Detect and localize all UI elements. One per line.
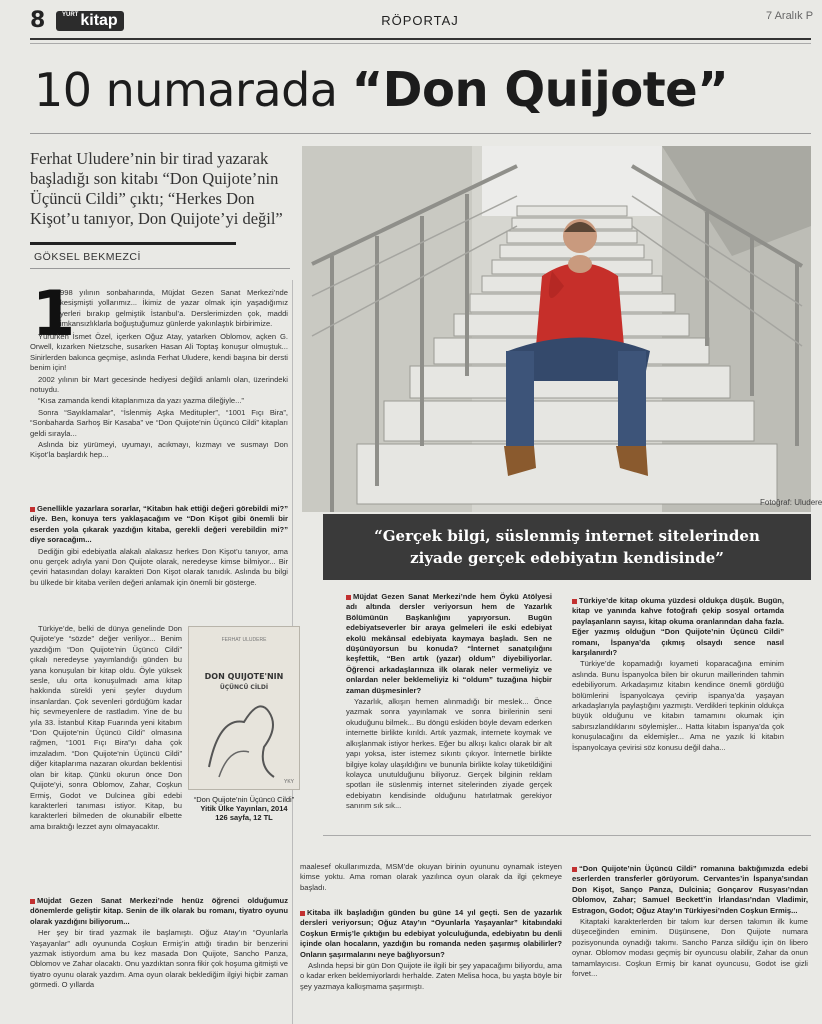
paragraph: 998 yılının sonbaharında, Müjdat Gezen Sanat Merkezi’nde kesişmişti yollarımız... İkimiz de yazar olmak için yaşadığımız yerleri bırakıp gelmiştik İstanbul’a. Derslerimizden çok, maddi imkansızlıklarla boğuştuğumuz günlerde yakınlaştık birbirimize. <box>60 288 288 329</box>
col2-question2 <box>300 908 562 1024</box>
section-title: RÖPORTAJ <box>381 13 459 28</box>
paragraph: Yürürken İsmet Özel, içerken Oğuz Atay, yatarken Oblomov, açken G. Orwell, kızarken Nietzsche, susarken Hasan Ali Toptaş konuşur olmuştuk... Sinirlerden bakınca geçmişe, aslında Ferhat Uludere, kendi başına bir dersti benim için! <box>30 332 288 373</box>
headline-title: “Don Quijote” <box>351 62 729 118</box>
col2-question1 <box>346 592 552 832</box>
header-rule-thin <box>30 43 811 44</box>
book-cover <box>188 626 300 790</box>
logo-text: kitap <box>80 12 118 29</box>
paragraph: Türkiye’de kopamadığı kıyameti koparacağına eminim aslında. Bunu İspanyolca bilen bir okurun maillerinden tahmin edebiliyorum. Arkadaşımız kitabın kendince önemli gördüğü bölümlerini İspanyolcaya çevirip ispanya’da yaşayan arkadaşlarıyla paylaştığını yazmıştı. Verdikleri tepkinin oldukça büyük olduğunu ve kitabın tamamını okumak için sabırsızlandıklarını söylemişler... Hatta kitabın İspanya’da çok konuşulacağını da eklemişler... Ama ne yazık ki kitabın İspanyolcaya çevirisi söz konusu değil daha... <box>572 659 784 752</box>
headline <box>34 62 728 118</box>
question-marker <box>30 899 35 904</box>
book-cover-author: FERHAT ULUDERE <box>221 637 267 643</box>
col1-intro <box>30 332 288 492</box>
paragraph: Aslında hepsi bir gün Don Quijote ile ilgili bir şey yapacağımı biliyordu, ama o kadar erken beklemiyorlardı herhalde. Zaten Melisa hoca, bu yaşta böyle bir şey yazmaya kalkışmama şaşırmıştı. <box>300 961 562 991</box>
author-byline: GÖKSEL BEKMEZCİ <box>34 251 141 263</box>
kitap-logo <box>56 11 124 31</box>
paragraph: Dediğin gibi edebiyatla alakalı alakasız herkes Don Kişot’u tanıyor, ama onu gerçek adıyla yani Don Quijote olarak, neredeyse kimse bilmiyor... Bir çeviri hatasından dolayı karakteri Don Kişot olarak tanıdık. Aslında bu bilgi bu ülkede bir kitaba verilen değeri anlamak için önemli bir gösterge. <box>30 546 288 587</box>
header-rule <box>30 38 811 40</box>
col2-answer-continued <box>300 862 562 898</box>
question-marker <box>30 507 35 512</box>
book-caption-title: “Don Quijote’nin Üçüncü Cildi” <box>193 795 295 804</box>
paragraph: Yazarlık, alkışın hemen alınmadığı bir meslek... Önce yazmak sonra yayınlamak ve sonra birilerinin seni okuduğunu bilmek... Bu döngü eskiden böyle devam ederken internette birlikte kırıldı. Artık yazmak, internete koymak ve alkışlanmak istiyor herkes. Eğer bu alkışı kalıcı olarak bir alt yapı yoksa, ister istemez sıkıntı çıkıyor. İnternetle birlikte bilgiye kolay ulaşıldığını ve bununla birlikte kolay tüketildiğini kolayca unutulduğunu biliyoruz. Gerçek bilginin reklam spotları ile süslenmiş internet sitelerinden ziyade gerçek edebiyatın kendisinde olduğunu hatırlatmak gerekiyor sanırım sık sık... <box>346 697 552 811</box>
headline-prefix: 10 numarada <box>34 63 352 117</box>
pull-quote-line1: “Gerçek bilgi, süslenmiş internet sitelerinden <box>374 527 760 545</box>
issue-date: 7 Aralık P <box>766 10 814 22</box>
drop-cap: 1 <box>32 277 76 350</box>
question: Genellikle yazarlara sorarlar, “Kitabın hak ettiği değeri görebildi mi?” diye. Ben, konuya ters yaklaşacağım ve “Don Kişot gibi önemli bir eserden yola çıkarak yazdığın kitaba, gerekli değeri verebildin mi?” diye soracağım... <box>30 504 288 545</box>
subheadline: Ferhat Uludere’nin bir tirad yazarak başladığı son kitabı “Don Quijote’nin Üçüncü Cildi” çıktı; “Herkes Don Kişot’u tanıyor, Don Quijote’yi değil” <box>30 149 283 228</box>
paragraph: Kitaptaki karakterlerden bir takım kur dersen takımın ilk kume düşeceğinden eminim. Düşünsene, Don Quijote numara pozisyonunda oynadığı takımı. Sancho Panza sildiğu için ön libero oynar. Oblomov modası geçmiş bir oyuncusu olabilir, Zahar da onun tamamlayıcısı. Coşkun Ermiş bir kanat oyuncusu, Godot ise gizli forvet... <box>572 917 808 979</box>
pull-quote-line2: ziyade gerçek edebiyatın kendisinde” <box>410 549 724 567</box>
paragraph: 2002 yılının bir Mart gecesinde hediyesi değildi anlamlı olan, üzerindeki notuydu. <box>30 374 288 395</box>
paragraph: Her şey bir tirad yazmak ile başlamıştı. Oğuz Atay’ın “Oyunlarla Yaşayanlar” adlı oyununda Coşkun Ermiş’in attığı tiradın bir benzerini yazmak istiyordum ama bu kez masada Don Quijote, Sancho Panza, Oblomov ve Zahar olacaktı. Onu yazdıktan sonra fikir çok hoşuma gitmişti ve tiyatro oyunu olarak yazdım. Ama oyun olarak beklediğim ilgiyi hiçbir zaman görmedi. O yıllarda <box>30 928 288 990</box>
question: Kitaba ilk başladığın günden bu güne 14 yıl geçti. Sen de yazarlık dersleri veriyorsun; Oğuz Atay’ın “Oyunlarla Yaşayanlar” kitabındaki Coşkun Ermiş’le çıktığın bu edebiyat yolculuğunda, edebiyatın bu denli içinde olan hocaların, yazdığın bu romanda neden şaşırmış olabilirler? Onların şaşırmalarını neye bağlıyorsun? <box>300 908 562 959</box>
book-caption <box>190 795 298 822</box>
section-rule <box>323 835 811 836</box>
book-cover-subtitle: ÜÇÜNCÜ CİLDİ <box>219 684 269 691</box>
subhead-rule <box>30 242 236 245</box>
paragraph: maalesef okullarımızda, MSM’de okuyan birinin oyununu oynamak isteyen kimse yoktu. Ama roman olarak yazılınca oyun olarak da ilgi çekmeye başladı. <box>300 862 562 892</box>
question: Müjdat Gezen Sanat Merkezi’nde henüz öğrenci olduğumuz dönemlerde geliştir kitap. Senin de ilk olarak bu romanı, tiyatro oyunu olarak yazdığını biliyorum... <box>30 896 288 926</box>
paragraph: “Kısa zamanda kendi kitaplarımıza da yazı yazma dileğiyle...” <box>38 396 244 406</box>
question-marker <box>572 599 577 604</box>
book-cover-title: DON QUIJOTE'NIN <box>204 672 284 681</box>
question-marker <box>300 911 305 916</box>
question-marker <box>346 595 351 600</box>
col1-intro-top <box>60 288 288 332</box>
paragraph: Sonra “Sayıklamalar”, “İslenmiş Aşka Meditupler”, “1001 Fıçı Bira”, “Sonbaharda Sarhoş Bir Kasaba” ve “Don Quijote’nin Üçüncü Cildi” kitapları geldi sırayla... <box>30 407 288 438</box>
staircase-illustration <box>302 146 811 512</box>
author-rule <box>30 268 290 269</box>
photo-credit: Fotoğraf: Uludere <box>760 498 822 507</box>
headline-rule <box>30 133 811 134</box>
pull-quote <box>323 514 811 580</box>
col3-question2 <box>572 864 808 1024</box>
paragraph: Aslında biz yürümeyi, uyumayı, acıkmayı, kızmayı ve susmayı Don Kişot’la başlardık hep... <box>30 440 288 460</box>
book-cover-art <box>189 627 299 789</box>
book-cover-publisher: YKY <box>284 779 295 785</box>
question: Müjdat Gezen Sanat Merkezi’nde hem Öykü Atölyesi adı altında dersler veriyorsun hem de Yazarlık Bölümünün Başkanlığını yapıyorsun. Bugün edebiyatseverler bir araya gelmeleri ile eski edebiyat ekolü mekânsal edebiyata kaymaya başladı. Sen ne düşünüyorsun bu konuda? “İnternet sanatçılığını keşfettik, “Ben artık (yazar) oldum” diyebiliyorlar. Öğrenci arkadaşlarınıza ilk olarak neler vermeliyiz ve onlardan neler beklemeliyiz ki “oldum” tuzağına hiçbir zaman düşmesinler? <box>346 592 552 695</box>
col1-question2 <box>30 896 288 1024</box>
question: “Don Quijote’nin Üçüncü Cildi” romanına baktığımızda edebi eserlerden transferler görüyorum. Cervantes’in İspanya’sından Don Kişot, Sanço Panza, Dulcinia; Gonçarov Rusyası’ndan Oblomov, Zahar; Samuel Beckett’in İrlandası’ndan Vladimir, Estragon, Godot; Oğuz Atay’ın Türkiyesi’nden Coşkun Ermiş... <box>572 864 808 915</box>
col1-answer-wrap <box>30 624 182 831</box>
question: Türkiye’de kitap okuma yüzdesi oldukça düşük. Bugün, kitap ve yanında kahve fotoğrafı çekip sosyal ortamda paylaşanların sayısı, kitap okuma oranlarından daha fazla. Eğer yazmış olduğun “Don Quijote’nin Üçüncü Cildi” romanı, İspanya’da çıkmış olsaydı sence nasıl karşılanırdı? <box>572 596 784 658</box>
interview-photo <box>302 146 811 512</box>
page-number: 8 <box>30 8 46 33</box>
logo-small-text: YURT <box>62 12 79 18</box>
question-marker <box>572 867 577 872</box>
col1-question1 <box>30 504 288 624</box>
paragraph: Türkiye’de, belki de dünya genelinde Don Quijote’ye “sözde” değer veriliyor... Benim yazdığım “Don Quijote’nin Üçüncü Cildi” çıkalı neredeyse yayımlandığı günden bu yana konuşulan bir kitap oldu. Öyle yüksek sesle, ulu orta konuşulmadı ama kitap hakkında sürekli yeni şeyler duydum insanlardan. Çok sevenleri gördüğüm kadar hiç sevmeyenlere de rastladım. Yine de bu yıla 33. İstanbul Kitap Fuarında yeni kitabım “Don Quijote’nin Üçüncü Cildi” olmasına rağmen, “1001 Fıçı Bira”yı daha çok imzaladım. “Don Quijote’nin Üçüncü Cildi” diğer kitaplarıma nazaran okurdan beklentisi olan bir kitap. Çünkü okurun önce Don Quijote’yi, sonra Oblomov, Zahar, Coşkun Ermiş, Godot ve Dulcinea gibi edebi karakterleri tanıması istiyor. Kitap, bu karakterleri bilmeden de okunabilir elbette ama bıraktığı lezzet aynı olmayacaktır. <box>30 624 182 831</box>
book-caption-info: Yitik Ülke Yayınları, 2014 <box>200 804 288 813</box>
book-caption-pages: 126 sayfa, 12 TL <box>215 813 273 822</box>
col3-question1 <box>572 596 784 828</box>
